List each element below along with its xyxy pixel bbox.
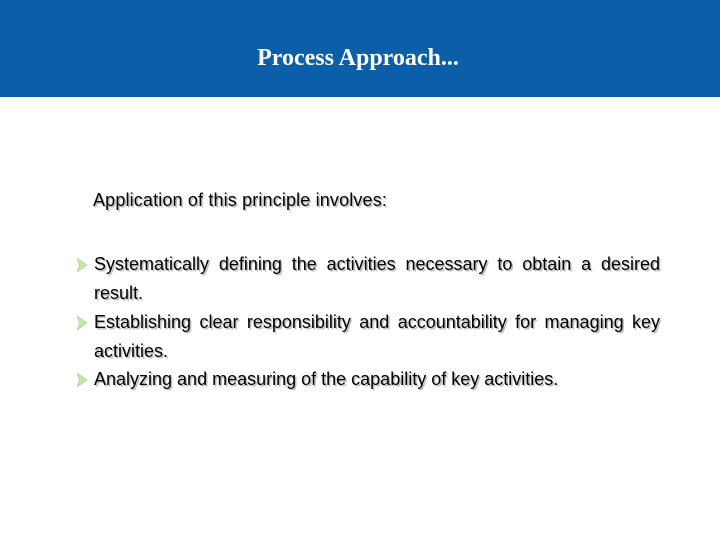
slide-title: Process Approach... bbox=[257, 45, 459, 71]
arrowhead-bullet-icon bbox=[77, 316, 87, 330]
bullet-list bbox=[74, 250, 660, 394]
bullet-item bbox=[74, 250, 660, 308]
bullet-item bbox=[74, 308, 660, 366]
bullet-item bbox=[74, 365, 660, 394]
title-bar bbox=[0, 0, 720, 97]
arrowhead-bullet-icon bbox=[77, 258, 87, 272]
arrowhead-bullet-icon bbox=[77, 373, 87, 387]
bullet-text: Analyzing and measuring of the capability of key activities. bbox=[94, 369, 559, 389]
bullet-text: Establishing clear responsibility and accountability for managing key activities. bbox=[94, 311, 660, 361]
slide-subheading: Application of this principle involves: bbox=[93, 190, 387, 210]
bullet-text: Systematically defining the activities necessary to obtain a desired result. bbox=[94, 254, 660, 303]
